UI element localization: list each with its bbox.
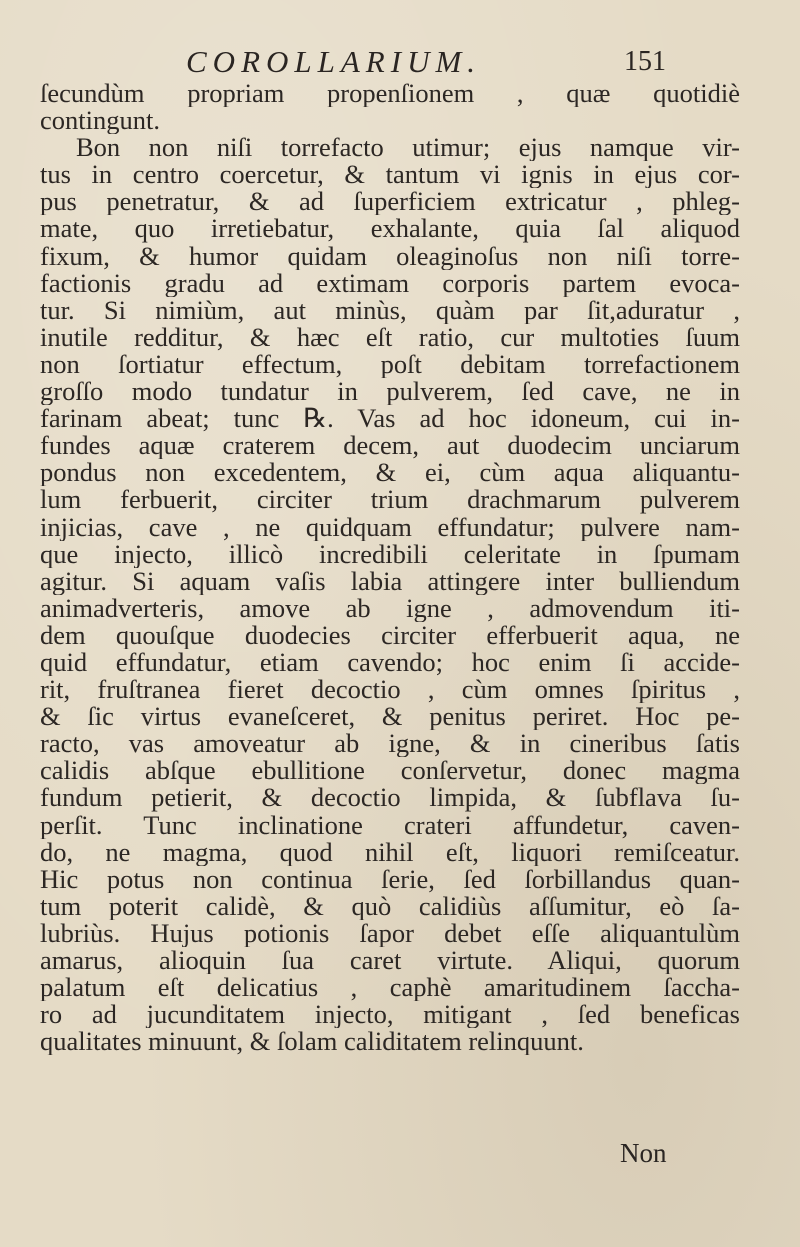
text-line: fundes aquæ craterem decem, aut duodecim unciarum: [40, 432, 740, 460]
catchword: Non: [620, 1138, 667, 1168]
text-line: farinam abeat; tunc ℞. Vas ad hoc idoneum, cui in-: [40, 405, 740, 433]
text-line: quid effundatur, etiam cavendo; hoc enim ſi accide-: [40, 648, 740, 677]
text-line: rit, fruſtranea fieret decoctio , cùm omnes ſpiritus ,: [40, 676, 740, 704]
text-line: inutile redditur, & hæc eſt ratio, cur multoties ſuum: [40, 323, 740, 351]
text-line: lubriùs. Hujus potionis ſapor debet eſſe aliquantulùm: [40, 919, 740, 947]
text-line: fixum, & humor quidam oleaginoſus non niſi torre-: [40, 242, 740, 270]
text-line: amarus, alioquin ſua caret virtute. Aliqui, quorum: [40, 947, 740, 975]
text-line: mate, quo irretiebatur, exhalante, quia ſal aliquod: [40, 215, 740, 243]
text-line: racto, vas amoveatur ab igne, & in cineribus ſatis: [40, 730, 740, 758]
text-line: Hic potus non continua ſerie, ſed ſorbillandus quan-: [40, 865, 740, 893]
text-line: pus penetratur, & ad ſuperficiem extricatur , phleg-: [40, 188, 740, 216]
text-line: groſſo modo tundatur in pulverem, ſed cave, ne in: [40, 378, 740, 406]
text-line: palatum eſt delicatius , caphè amaritudinem ſaccha-: [40, 974, 740, 1002]
text-line: animadverteris, amove ab igne , admovendum iti-: [40, 594, 740, 622]
text-line: dem quouſque duodecies circiter efferbuerit aqua, ne: [40, 621, 740, 649]
text-line: tum poterit calidè, & quò calidiùs aſſumitur, eò ſa-: [40, 892, 740, 920]
page-header: [0, 44, 800, 84]
text-line: & ſic virtus evaneſceret, & penitus periret. Hoc pe-: [40, 703, 740, 731]
body-text: [40, 80, 740, 1055]
text-line: fundum petierit, & decoctio limpida, & ſubflava ſu-: [40, 784, 740, 812]
text-line: que injecto, illicò incredibili celeritate in ſpumam: [40, 540, 740, 568]
text-line: perſit. Tunc inclinatione crateri affundetur, caven-: [40, 811, 740, 839]
text-line: ro ad jucunditatem injecto, mitigant , ſed beneficas: [40, 1001, 740, 1029]
text-line: do, ne magma, quod nihil eſt, liquori remiſceatur.: [40, 838, 740, 866]
text-line: pondus non excedentem, & ei, cùm aqua aliquantu-: [40, 459, 740, 487]
text-line: qualitates minuunt, & ſolam caliditatem relinquunt.: [40, 1028, 584, 1056]
text-line: non ſortiatur effectum, poſt debitam torrefactionem: [40, 350, 740, 379]
text-line: factionis gradu ad extimam corporis partem evoca-: [40, 269, 740, 297]
text-line: tus in centro coercetur, & tantum vi ignis in ejus cor-: [40, 161, 740, 189]
text-line: Bon non niſi torrefacto utimur; ejus namque vir-: [76, 134, 740, 162]
text-line: agitur. Si aquam vaſis labia attingere inter bulliendum: [40, 567, 740, 595]
text-line: injicias, cave , ne quidquam effundatur; pulvere nam-: [40, 513, 740, 541]
text-line: contingunt.: [40, 107, 160, 135]
running-head: COROLLARIUM.: [186, 44, 482, 79]
text-line: lum ferbuerit, circiter trium drachmarum pulverem: [40, 486, 740, 514]
text-line: calidis abſque ebullitione conſervetur, donec magma: [40, 757, 740, 785]
text-line: ſecundùm propriam propenſionem , quæ quotidiè: [40, 80, 740, 108]
text-line: tur. Si nimiùm, aut minùs, quàm par ſit,aduratur ,: [40, 296, 740, 324]
page-number: 151: [624, 46, 666, 77]
